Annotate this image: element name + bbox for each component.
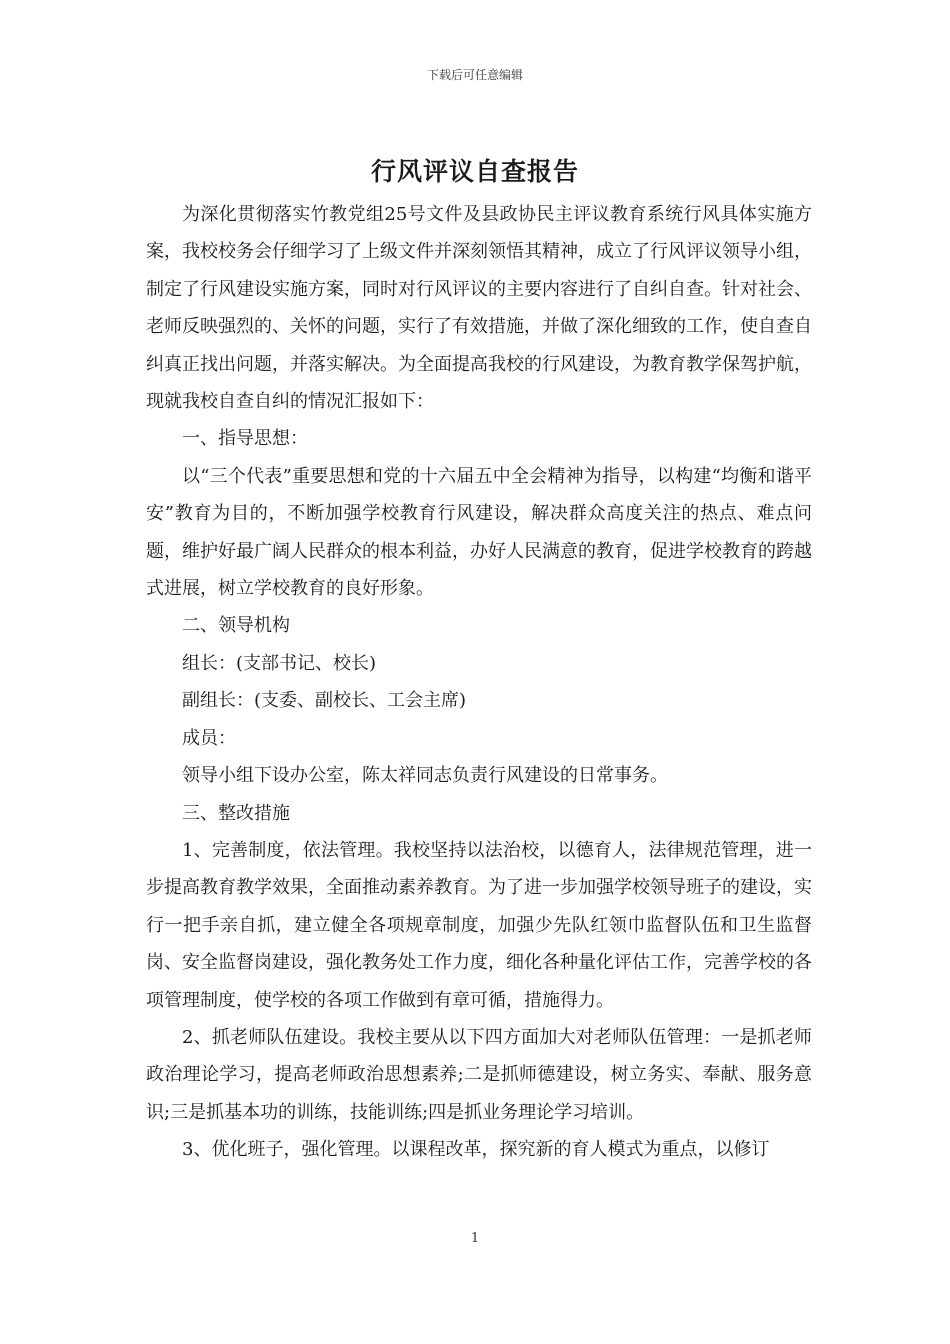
paragraph-members: 成员： bbox=[182, 727, 236, 749]
section-heading-measures: 三、整改措施 bbox=[182, 802, 290, 824]
section-heading-leadership: 二、领导机构 bbox=[182, 615, 290, 637]
document-body bbox=[146, 196, 812, 1169]
document-title: 行风评议自查报告 bbox=[370, 157, 579, 186]
paragraph-intro: 为深化贯彻落实竹教党组25号文件及县政协民主评议教育系统行风具体实施方案，我校校务会仔细学习了上级文件并深刻领悟其精神，成立了行风评议领导小组，制定了行风建设实施方案，同时对行风评议的主要内容进行了自纠自查。针对社会、老师反映强烈的、关怀的问题，实行了有效措施，并做了深化细致的工作，使自查自纠真正找出问题，并落实解决。为全面提高我校的行风建设，为教育教学保驾护航，现就我校自查自纠的情况汇报如下： bbox=[146, 204, 812, 413]
page-header: 下载后可任意编辑 bbox=[426, 68, 523, 82]
section-heading-guiding-thought: 一、指导思想： bbox=[182, 428, 308, 450]
paragraph-measure-3: 3、优化班子，强化管理。以课程改革，探究新的育人模式为重点，以修订 bbox=[182, 1139, 770, 1161]
paragraph-group-leader: 组长：(支部书记、校长) bbox=[182, 652, 377, 674]
paragraph-guiding-thought: 以“三个代表”重要思想和党的十六届五中全会精神为指导，以构建“均衡和谐平安”教育为目的，不断加强学校教育行风建设，解决群众高度关注的热点、难点问题，维护好最广阔人民群众的根本利益，办好人民满意的教育，促进学校教育的跨越式进展，树立学校教育的良好形象。 bbox=[146, 465, 812, 600]
paragraph-deputy-leader: 副组长：(支委、副校长、工会主席) bbox=[182, 690, 467, 712]
paragraph-office: 领导小组下设办公室，陈太祥同志负责行风建设的日常事务。 bbox=[182, 765, 668, 787]
page-number: 1 bbox=[470, 1231, 480, 1246]
paragraph-measure-2: 2、抓老师队伍建设。我校主要从以下四方面加大对老师队伍管理：一是抓老师政治理论学习，提高老师政治思想素养;二是抓师德建设，树立务实、奉献、服务意识;三是抓基本功的训练，技能训练;四是抓业务理论学习培训。 bbox=[146, 1026, 812, 1123]
paragraph-measure-1: 1、完善制度，依法管理。我校坚持以法治校，以德育人，法律规范管理，进一步提高教育教学效果，全面推动素养教育。为了进一步加强学校领导班子的建设，实行一把手亲自抓，建立健全各项规章制度，加强少先队红领巾监督队伍和卫生监督岗、安全监督岗建设，强化教务处工作力度，细化各种量化评估工作，完善学校的各项管理制度，使学校的各项工作做到有章可循，措施得力。 bbox=[146, 839, 812, 1011]
